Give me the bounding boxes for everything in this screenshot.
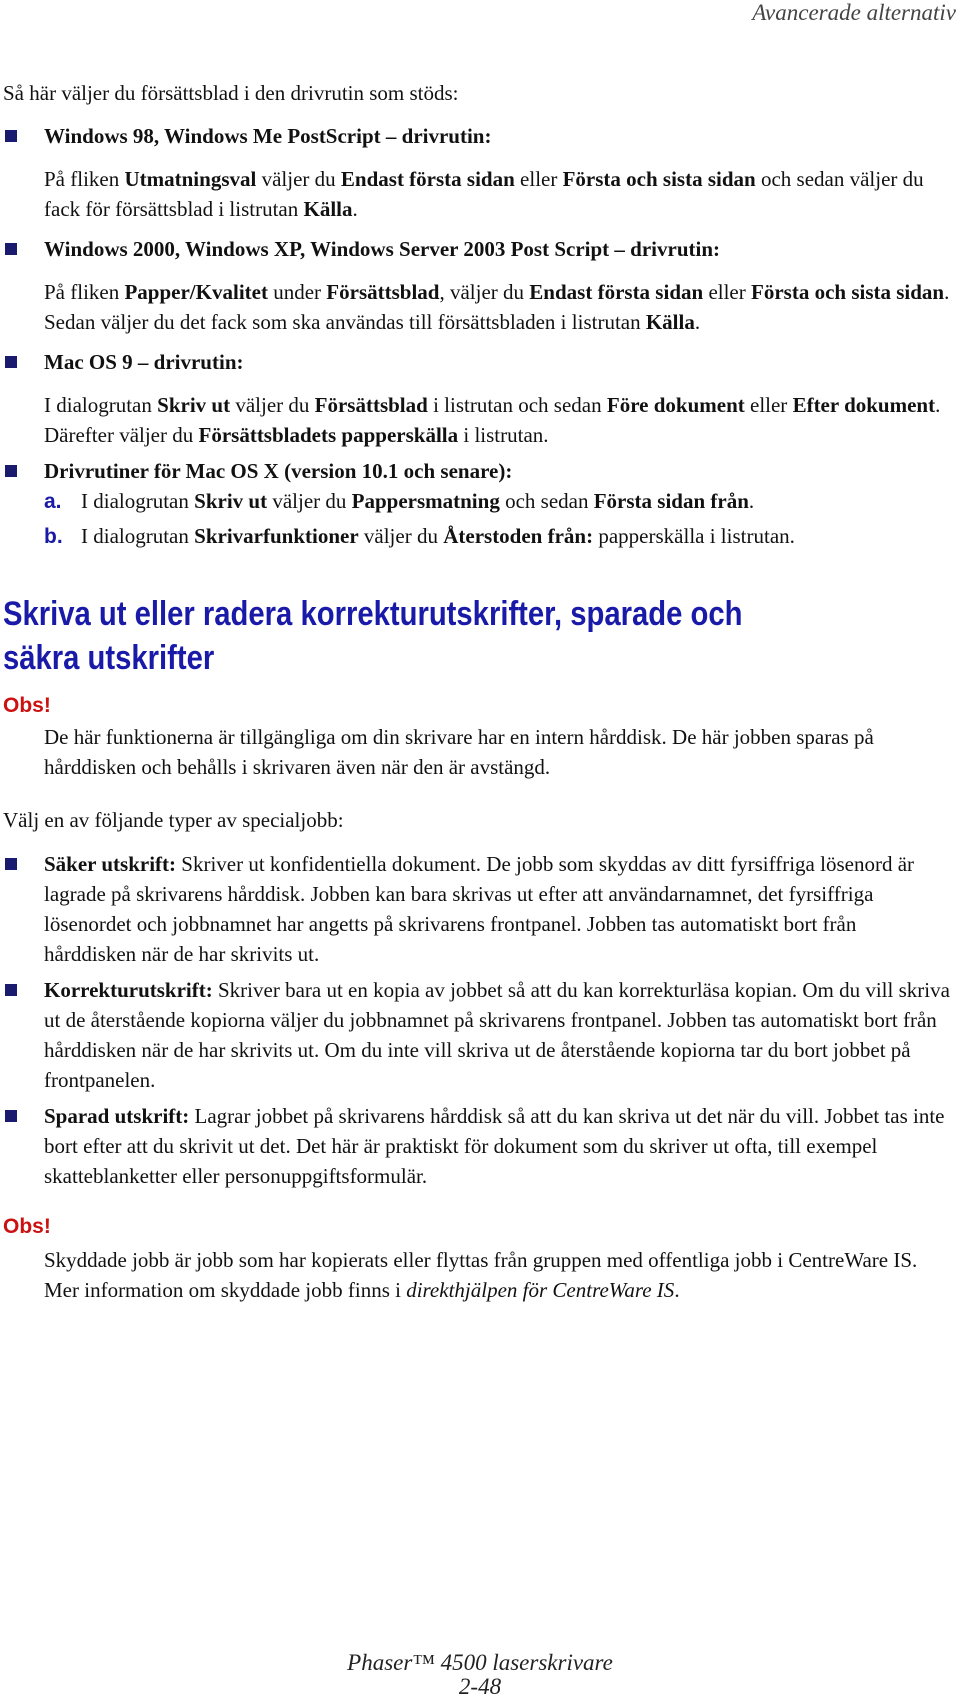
intro-text: Så här väljer du försättsblad i den drivrutin som stöds:	[3, 81, 459, 105]
driver-title: Drivrutiner för Mac OS X (version 10.1 och senare):	[44, 459, 513, 483]
text-run: , väljer du	[439, 280, 530, 304]
text-run: eller	[703, 280, 751, 304]
running-head: Avancerade alternativ	[752, 0, 956, 25]
ui-term: Försättsblad	[326, 280, 440, 304]
job-type-saved	[3, 1101, 953, 1191]
step-letter: a.	[44, 490, 62, 513]
job-type-secure	[3, 849, 953, 969]
text-run: I dialogrutan	[44, 393, 158, 417]
driver-title: Windows 2000, Windows XP, Windows Server 2003 Post Script – drivrutin:	[44, 237, 720, 261]
note-label: Obs!	[3, 1215, 51, 1238]
driver-instructions	[44, 164, 953, 224]
text-run: eller	[514, 167, 563, 191]
section-heading	[3, 592, 863, 680]
text-run: På fliken	[44, 167, 125, 191]
job-type-description: Skriver bara ut en kopia av jobbet så att du kan korrekturläsa kopian. Om du vill skriva ut de återstående kopiorna väljer du jobbnamnet på skrivarens frontpanel. Jobben tas automatiskt bort från hårddisken när de har skrivits ut. Om du inte vill skriva ut de återstående kopiorna tar du bort jobbet på frontpanelen.	[44, 978, 950, 1092]
bullet-icon	[5, 1110, 17, 1122]
ui-term: Pappersmatning	[351, 489, 500, 513]
ui-term: Återstoden från:	[443, 524, 594, 548]
text-run: .	[694, 310, 701, 334]
footer-product: Phaser™ 4500 laserskrivare	[347, 1650, 613, 1675]
ui-term: Före dokument	[606, 393, 745, 417]
ui-term: Första sidan från	[593, 489, 749, 513]
text-run: väljer du	[230, 393, 315, 417]
job-type-description: Skriver ut konfidentiella dokument. De jobb som skyddas av ditt fyrsiffriga lösenord är lagrade på skrivarens hårddisk. Jobben kan bara skrivas ut efter att användarnamnet, det fyrsiffriga lösenordet och jobbnamnet har angetts på skrivarens frontpanel. Jobben tas automatiskt bort från hårddisken när de har skrivits ut.	[44, 852, 915, 966]
bullet-icon	[5, 858, 17, 870]
text-run: . Därefter väljer du	[44, 393, 941, 447]
bullet-icon	[5, 243, 17, 255]
step-a	[44, 486, 953, 517]
ui-term: Skrivarfunktioner	[194, 524, 359, 548]
driver-title: Windows 98, Windows Me PostScript – drivrutin:	[44, 124, 492, 148]
text-run: i listrutan och sedan	[427, 393, 607, 417]
page-content	[3, 78, 953, 1305]
driver-title: Mac OS 9 – drivrutin:	[44, 350, 244, 374]
text-run: I dialogrutan	[81, 489, 195, 513]
job-type-term: Sparad utskrift:	[44, 1104, 190, 1128]
driver-instructions	[44, 277, 953, 337]
driver-item-macosx	[3, 456, 953, 552]
text-run: väljer du	[358, 524, 444, 548]
ui-term: Efter dokument	[792, 393, 936, 417]
text-run: . Sedan väljer du det fack som ska användas till försättsbladen i listrutan	[44, 280, 950, 334]
text-run: väljer du	[256, 167, 341, 191]
note-text: De här funktionerna är tillgängliga om din skrivare har en intern hårddisk. De här jobben sparas på hårddisken och behålls i skrivaren även när den är avstängd.	[44, 725, 874, 779]
bullet-icon	[5, 465, 17, 477]
note-block	[3, 692, 953, 782]
text-run: .	[352, 197, 358, 221]
note-text-run: .	[674, 1278, 680, 1302]
ui-term: Skriv ut	[157, 393, 231, 417]
text-run: i listrutan.	[458, 423, 549, 447]
note-label: Obs!	[3, 694, 51, 717]
text-run: och sedan väljer du fack för försättsblad i listrutan	[44, 167, 924, 221]
note-text	[3, 1245, 953, 1305]
bullet-icon	[5, 356, 17, 368]
section-heading-line: Skriva ut eller radera korrekturutskrifter, sparade och	[3, 595, 743, 633]
ui-term: Försättsbladets papperskälla	[198, 423, 459, 447]
text-run: och sedan	[499, 489, 594, 513]
text-run: papperskälla i listrutan.	[593, 524, 795, 548]
job-type-term: Korrekturutskrift:	[44, 978, 213, 1002]
step-letter: b.	[44, 525, 63, 548]
bullet-icon	[5, 130, 17, 142]
text-run: eller	[744, 393, 793, 417]
text-run: väljer du	[267, 489, 352, 513]
text-run: På fliken	[44, 280, 125, 304]
driver-instructions	[44, 390, 953, 450]
step-b	[44, 521, 953, 552]
job-type-list	[3, 849, 953, 1191]
ui-term: Skriv ut	[194, 489, 268, 513]
job-type-description: Lagrar jobbet på skrivarens hårddisk så att du kan skriva ut det när du vill. Jobbet tas inte bort efter att du skrivit ut det. Det här är praktiskt för dokument som du skriver ut ofta, till exempel skatteblanketter eller personuppgiftsformulär.	[44, 1104, 945, 1188]
text-run: I dialogrutan	[81, 524, 195, 548]
driver-list	[3, 121, 953, 552]
ui-term: Papper/Kvalitet	[124, 280, 268, 304]
page-footer	[0, 1648, 960, 1702]
bullet-icon	[5, 984, 17, 996]
job-type-term: Säker utskrift:	[44, 852, 177, 876]
ui-term: Utmatningsval	[124, 167, 257, 191]
ui-term: Källa	[645, 310, 695, 334]
help-reference: direkthjälpen för CentreWare IS	[406, 1278, 675, 1302]
ui-term: Källa	[303, 197, 353, 221]
note-text-run: Skyddade jobb är jobb som har kopierats eller flyttas från gruppen med offentliga jobb i CentreWare IS. Mer information om skyddade jobb finns i	[44, 1248, 918, 1302]
text-run: .	[748, 489, 755, 513]
driver-item-win2000	[3, 234, 953, 337]
choose-text: Välj en av följande typer av specialjobb:	[3, 808, 344, 832]
ui-term: Endast första sidan	[340, 167, 515, 191]
ui-term: Endast första sidan	[529, 280, 704, 304]
text-run: under	[267, 280, 327, 304]
ui-term: Första och sista sidan	[562, 167, 756, 191]
ui-term: Försättsblad	[314, 393, 428, 417]
note-block	[3, 1213, 953, 1305]
ui-term: Första och sista sidan	[751, 280, 945, 304]
driver-item-mac9	[3, 347, 953, 450]
job-type-proof	[3, 975, 953, 1095]
page-number: 2-48	[458, 1674, 502, 1699]
driver-item-win98	[3, 121, 953, 224]
section-heading-line: säkra utskrifter	[3, 639, 215, 677]
